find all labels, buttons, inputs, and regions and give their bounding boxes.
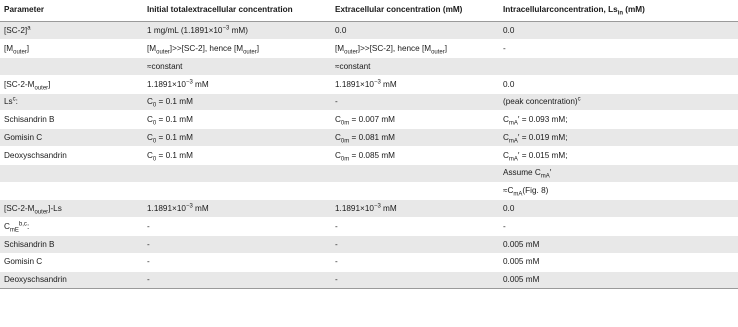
superscript: −3 [373,203,381,210]
cell-intracellular-concentration [499,218,738,236]
subscript: outer [34,85,49,92]
cell-text: 1.1891×10 [335,204,374,214]
cell-extracellular-concentration [331,111,499,129]
table-row [0,200,738,218]
table-row [0,182,738,200]
cell-text: C [503,150,509,160]
table-row [0,164,738,182]
cell-extracellular-concentration [331,40,499,58]
cell-text: ≈constant [147,61,183,71]
subscript: 0m [340,156,350,163]
superscript: c [577,96,581,103]
cell-parameter [0,253,143,271]
cell-text: Schisandrin B [4,115,55,125]
cell-extracellular-concentration [331,200,499,218]
cell-parameter [0,200,143,218]
cell-text: C [335,115,341,125]
cell-parameter [0,40,143,58]
cell-text: [M [335,43,345,53]
subscript: mE [9,227,19,234]
cell-text: (Fig. 8) [522,186,549,196]
cell-parameter [0,58,143,76]
cell-text: [M [4,43,14,53]
cell-parameter [0,218,143,236]
header-intracellular-subscript: in [617,10,623,17]
cell-text: ′ = 0.093 mM; [517,115,568,125]
superscript: −3 [373,78,381,85]
cell-text: ≈constant [335,61,371,71]
cell-parameter [0,147,143,165]
cell-text: - [335,221,338,231]
cell-text: - [147,239,150,249]
cell-text: 0.005 mM [503,257,540,267]
cell-intracellular-concentration [499,164,738,182]
cell-extracellular-concentration [331,22,499,40]
cell-text: C [335,132,341,142]
cell-initial-concentration [143,58,331,76]
cell-text: - [335,275,338,285]
header-intracellular-label: Intracellularconcentration, Ls [503,5,618,14]
cell-text: = 0.1 mM [156,97,193,107]
header-row [0,0,738,22]
cell-initial-concentration [143,93,331,111]
superscript: a [27,25,31,32]
cell-text: [SC-2-M [4,79,35,89]
table-row [0,111,738,129]
cell-intracellular-concentration [499,40,738,58]
cell-text: - [147,221,150,231]
cell-text: C [147,115,153,125]
table-row [0,147,738,165]
cell-text: C [503,132,509,142]
cell-parameter [0,164,143,182]
superscript: c [12,96,16,103]
table-row [0,253,738,271]
subscript: 0 [152,102,157,109]
cell-text: 1.1891×10 [335,79,374,89]
cell-text: [M [147,43,157,53]
cell-extracellular-concentration [331,235,499,253]
cell-text: ′ [549,168,552,178]
header-extracellular-concentration: Extracellular concentration (mM) [331,0,499,22]
subscript: mA [508,156,518,163]
cell-text: : [15,97,18,107]
table-row [0,235,738,253]
cell-extracellular-concentration [331,75,499,93]
cell-initial-concentration [143,200,331,218]
cell-text: 0.005 mM [503,239,540,249]
superscript: −3 [185,78,193,85]
cell-text: - [147,275,150,285]
cell-extracellular-concentration [331,93,499,111]
cell-text: - [503,43,506,53]
cell-text: (peak concentration) [503,97,578,107]
subscript: 0 [152,138,157,145]
cell-text: C [147,132,153,142]
cell-parameter [0,182,143,200]
table-row [0,22,738,40]
cell-text: - [335,97,338,107]
cell-initial-concentration [143,40,331,58]
cell-text: = 0.1 mM [156,115,193,125]
cell-intracellular-concentration [499,22,738,40]
subscript: outer [34,209,49,216]
table-row [0,58,738,76]
cell-text: 0.0 [503,79,515,89]
subscript: mA [508,120,518,127]
cell-text: ] [26,43,30,53]
subscript: 0 [152,156,157,163]
subscript: 0m [340,120,350,127]
subscript: outer [13,49,27,56]
subscript: mA [508,138,518,145]
cell-intracellular-concentration [499,58,738,76]
table-row [0,40,738,58]
cell-extracellular-concentration [331,182,499,200]
table-header [0,0,738,22]
cell-text: = 0.007 mM [349,115,396,125]
cell-intracellular-concentration [499,200,738,218]
cell-text: Ls [4,97,13,107]
cell-text: = 0.1 mM [156,150,193,160]
cell-extracellular-concentration [331,271,499,289]
cell-text: C [4,221,10,231]
cell-text: ′ = 0.015 mM; [517,150,568,160]
cell-intracellular-concentration [499,93,738,111]
cell-text: : [26,221,30,231]
cell-extracellular-concentration [331,218,499,236]
subscript: mA [540,174,550,181]
subscript: outer [431,49,445,56]
subscript: outer [243,49,257,56]
cell-text: ] [256,43,260,53]
cell-text: mM [380,204,397,214]
cell-intracellular-concentration [499,147,738,165]
subscript: 0 [152,120,157,127]
table-row [0,271,738,289]
cell-text: mM [192,204,209,214]
cell-text: [SC-2] [4,26,28,36]
cell-text: 0.005 mM [503,275,540,285]
cell-initial-concentration [143,253,331,271]
cell-text: ] [48,79,51,89]
cell-text: Gomisin C [4,132,43,142]
table-row [0,93,738,111]
cell-text: = 0.1 mM [156,132,193,142]
cell-intracellular-concentration [499,182,738,200]
cell-extracellular-concentration [331,129,499,147]
header-intracellular-concentration [499,0,738,22]
cell-initial-concentration [143,147,331,165]
cell-text: ≈C [503,186,514,196]
cell-initial-concentration [143,271,331,289]
cell-intracellular-concentration [499,111,738,129]
cell-text: mM [380,79,397,89]
cell-text: - [335,239,338,249]
cell-parameter [0,129,143,147]
cell-text: Deoxyschsandrin [4,150,67,160]
cell-text: mM [192,79,209,89]
cell-text: C [335,150,341,160]
cell-initial-concentration [143,182,331,200]
table-row [0,129,738,147]
cell-extracellular-concentration [331,164,499,182]
cell-text: - [503,221,506,231]
table-row [0,218,738,236]
cell-text: ] [444,43,448,53]
cell-text: - [147,257,150,267]
cell-text: Schisandrin B [4,239,55,249]
cell-text: Assume C [503,168,541,178]
cell-text: - [335,257,338,267]
header-parameter: Parameter [0,0,143,22]
cell-parameter [0,75,143,93]
cell-initial-concentration [143,218,331,236]
cell-text: 0.0 [503,26,515,36]
superscript: b,c [18,221,27,228]
cell-intracellular-concentration [499,75,738,93]
cell-text: C [147,150,153,160]
cell-intracellular-concentration [499,129,738,147]
cell-parameter [0,22,143,40]
subscript: outer [344,49,358,56]
cell-extracellular-concentration [331,253,499,271]
cell-text: = 0.081 mM [349,132,396,142]
cell-initial-concentration [143,75,331,93]
cell-intracellular-concentration [499,235,738,253]
cell-initial-concentration [143,164,331,182]
cell-extracellular-concentration [331,58,499,76]
cell-text: 0.0 [503,204,515,214]
header-initial-concentration: Initial totalextracellular concentration [143,0,331,22]
subscript: mA [513,191,523,198]
cell-text: Deoxyschsandrin [4,275,67,285]
cell-parameter [0,111,143,129]
cell-extracellular-concentration [331,147,499,165]
cell-initial-concentration [143,22,331,40]
cell-text: 1 mg/mL (1.1891×10 [147,26,223,36]
cell-text: C [147,97,153,107]
cell-parameter [0,271,143,289]
cell-text: 0.0 [335,26,347,36]
cell-text: 1.1891×10 [147,79,186,89]
header-intracellular-unit: (mM) [623,5,645,14]
cell-text: ′ = 0.019 mM; [517,132,568,142]
cell-text: [SC-2-M [4,204,35,214]
cell-intracellular-concentration [499,253,738,271]
cell-intracellular-concentration [499,271,738,289]
subscript: 0m [340,138,350,145]
superscript: −3 [222,25,230,32]
cell-parameter [0,235,143,253]
superscript: −3 [185,203,193,210]
cell-parameter [0,93,143,111]
cell-text: mM) [229,26,248,36]
cell-text: = 0.085 mM [349,150,396,160]
cell-text: 1.1891×10 [147,204,186,214]
cell-text: C [503,115,509,125]
cell-initial-concentration [143,111,331,129]
cell-text: ]>>[SC-2], hence [M [357,43,432,53]
subscript: outer [156,49,170,56]
cell-text: ]-Ls [48,204,62,214]
cell-text: ]>>[SC-2], hence [M [169,43,244,53]
table-row [0,75,738,93]
cell-initial-concentration [143,235,331,253]
table-body [0,22,738,289]
cell-initial-concentration [143,129,331,147]
cell-text: Gomisin C [4,257,43,267]
